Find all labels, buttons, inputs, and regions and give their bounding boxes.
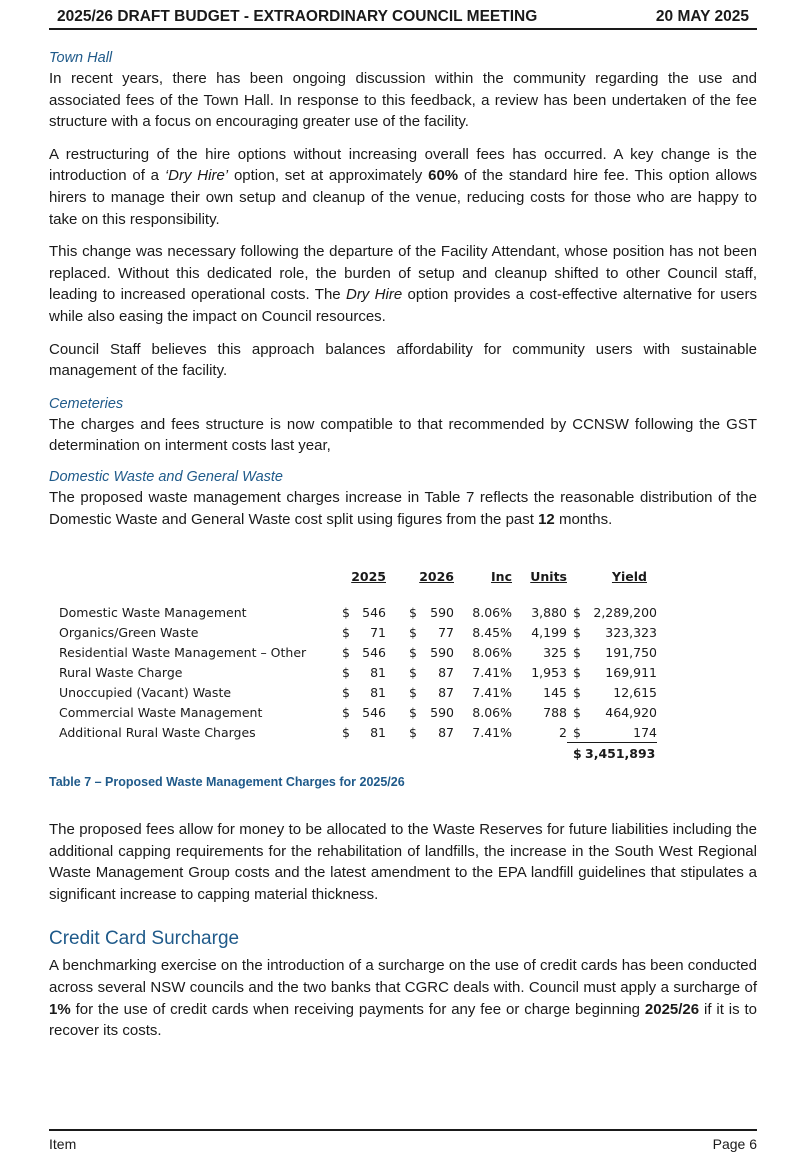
value-2025: 546 — [362, 644, 386, 660]
table-header-row — [59, 564, 657, 588]
currency-2025: $ — [342, 684, 350, 700]
value-inc: 8.06% — [472, 644, 512, 660]
currency-yield: $ — [573, 684, 581, 700]
spacer — [386, 602, 409, 622]
col-header-inc: Inc — [491, 568, 512, 584]
currency-2026: $ — [409, 664, 417, 680]
value-yield: 2,289,200 — [593, 604, 657, 620]
value-units: 3,880 — [531, 604, 567, 620]
table-row — [59, 682, 657, 702]
value-2026: 590 — [430, 604, 454, 620]
table-total-row — [59, 743, 657, 764]
page-content — [49, 48, 757, 1042]
currency-2026: $ — [409, 644, 417, 660]
col-header-units: Units — [530, 568, 567, 584]
row-name: Residential Waste Management – Other — [59, 644, 307, 660]
col-header-2025: 2025 — [351, 568, 386, 584]
town-hall-paragraph-1: In recent years, there has been ongoing discussion within the community regarding the use and associated fees of the Town Hall. In response to this feedback, a review has been undertaken of the fee structure with a focus on encouraging greater use of the facility. — [49, 70, 757, 131]
waste-table-container — [49, 564, 757, 774]
value-units: 1,953 — [531, 664, 567, 680]
currency-yield: $ — [573, 624, 581, 640]
value-units: 2 — [559, 724, 567, 740]
value-yield: 174 — [585, 722, 657, 743]
waste-paragraph-2: The proposed fees allow for money to be allocated to the Waste Reserves for future liabilities including the additional capping requirements for the rehabilitation of landfills, the increase in the South West Regional Waste Management Group costs and the latest amendment to the EPA landfill guidelines that stipulates a significant increase to capping material thickness. — [49, 821, 757, 903]
value-2025: 546 — [362, 704, 386, 720]
value-inc: 8.06% — [472, 704, 512, 720]
spacer — [386, 682, 409, 702]
currency-2026: $ — [409, 704, 417, 720]
value-yield: 169,911 — [605, 664, 657, 680]
value-inc: 7.41% — [472, 664, 512, 680]
table-row — [59, 602, 657, 622]
row-name: Additional Rural Waste Charges — [59, 724, 256, 740]
town-hall-paragraph-2: A restructuring of the hire options without increasing overall fees has occurred. A key change is the introduction of a ‘Dry Hire’ option, set at approximately 60% of the standard hire fee. This option allows hirers to manage their own setup and cleanup of the venue, reducing costs for those who are happy to take on this responsibility. — [49, 145, 757, 228]
town-hall-paragraph-3: This change was necessary following the departure of the Facility Attendant, whose position has not been replaced. Without this dedicated role, the burden of setup and cleanup shifted to other Council staff, leading to increased operational costs. The Dry Hire option provides a cost-effective alternative for users while also easing the impact on Council resources. — [49, 243, 757, 325]
currency-2025: $ — [342, 664, 350, 680]
value-inc: 8.45% — [472, 624, 512, 640]
currency-2026: $ — [409, 684, 417, 700]
credit-card-paragraph: A benchmarking exercise on the introduction of a surcharge on the use of credit cards has been conducted across several NSW councils and the two banks that CGRC deals with. Council must apply a surcharge of 1% for the use of credit cards when receiving payments for any fee or charge beginning 2025/26 if it is to recover its costs. — [49, 957, 757, 1040]
waste-heading: Domestic Waste and General Waste — [49, 468, 283, 485]
table-row — [59, 642, 657, 662]
spacer — [386, 722, 409, 743]
page-footer — [49, 1129, 757, 1152]
currency-yield: $ — [567, 722, 585, 743]
table-row — [59, 702, 657, 722]
value-2026: 87 — [438, 664, 454, 680]
town-hall-heading: Town Hall — [49, 50, 113, 66]
value-2026: 590 — [430, 704, 454, 720]
spacer — [386, 662, 409, 682]
value-2026: 87 — [438, 724, 454, 740]
value-2025: 71 — [370, 624, 386, 640]
town-hall-paragraph-4: Council Staff believes this approach balances affordability for community users with sustainable management of the facility. — [49, 340, 757, 380]
col-header-yield: Yield — [611, 568, 647, 584]
header-title: 2025/26 DRAFT BUDGET - EXTRAORDINARY COUNCIL MEETING — [57, 8, 538, 25]
value-units: 145 — [543, 684, 567, 700]
currency-2026: $ — [409, 604, 417, 620]
value-yield: 12,615 — [613, 684, 657, 700]
value-2026: 590 — [430, 644, 454, 660]
currency-2025: $ — [342, 624, 350, 640]
page-header — [49, 6, 757, 30]
total-yield: 3,451,893 — [585, 745, 656, 761]
col-header-2026: 2026 — [419, 568, 454, 584]
currency-2026: $ — [409, 624, 417, 640]
header-date: 20 MAY 2025 — [655, 8, 749, 25]
value-inc: 7.41% — [472, 724, 512, 740]
spacer — [386, 642, 409, 662]
total-currency: $ — [573, 745, 582, 761]
value-yield: 464,920 — [605, 704, 657, 720]
row-name: Rural Waste Charge — [59, 664, 183, 680]
value-2025: 546 — [362, 604, 386, 620]
currency-yield: $ — [573, 604, 581, 620]
table-row — [59, 662, 657, 682]
value-2025: 81 — [370, 664, 386, 680]
spacer — [386, 622, 409, 642]
currency-2026: $ — [409, 724, 417, 740]
value-2026: 87 — [438, 684, 454, 700]
row-name: Domestic Waste Management — [59, 604, 247, 620]
row-name: Unoccupied (Vacant) Waste — [59, 684, 232, 700]
value-units: 4,199 — [531, 624, 567, 640]
value-units: 788 — [543, 704, 567, 720]
currency-2025: $ — [342, 704, 350, 720]
table-caption: Table 7 – Proposed Waste Management Charges for 2025/26 — [49, 775, 405, 790]
footer-item: Item — [49, 1136, 77, 1152]
row-name: Organics/Green Waste — [59, 624, 199, 640]
value-2025: 81 — [370, 684, 386, 700]
currency-2025: $ — [342, 604, 350, 620]
spacer — [386, 702, 409, 722]
currency-2025: $ — [342, 724, 350, 740]
table-row — [59, 622, 657, 642]
value-inc: 7.41% — [472, 684, 512, 700]
value-inc: 8.06% — [472, 604, 512, 620]
value-2025: 81 — [370, 724, 386, 740]
value-2026: 77 — [438, 624, 454, 640]
currency-yield: $ — [573, 664, 581, 680]
footer-page-number: Page 6 — [712, 1136, 757, 1152]
value-units: 325 — [543, 644, 567, 660]
value-yield: 323,323 — [605, 624, 657, 640]
cemeteries-heading: Cemeteries — [49, 395, 124, 412]
table-row — [59, 722, 657, 743]
credit-card-heading: Credit Card Surcharge — [49, 928, 240, 950]
currency-yield: $ — [573, 644, 581, 660]
waste-paragraph-1: The proposed waste management charges increase in Table 7 reflects the reasonable distribution of the Domestic Waste and General Waste cost split using figures from the past 12 months. — [49, 488, 757, 528]
waste-charges-table — [59, 564, 657, 763]
row-name: Commercial Waste Management — [59, 704, 263, 720]
currency-2025: $ — [342, 644, 350, 660]
value-yield: 191,750 — [605, 644, 657, 660]
cemeteries-paragraph: The charges and fees structure is now compatible to that recommended by CCNSW following the GST determination on interment costs last year, — [49, 415, 757, 455]
currency-yield: $ — [573, 704, 581, 720]
